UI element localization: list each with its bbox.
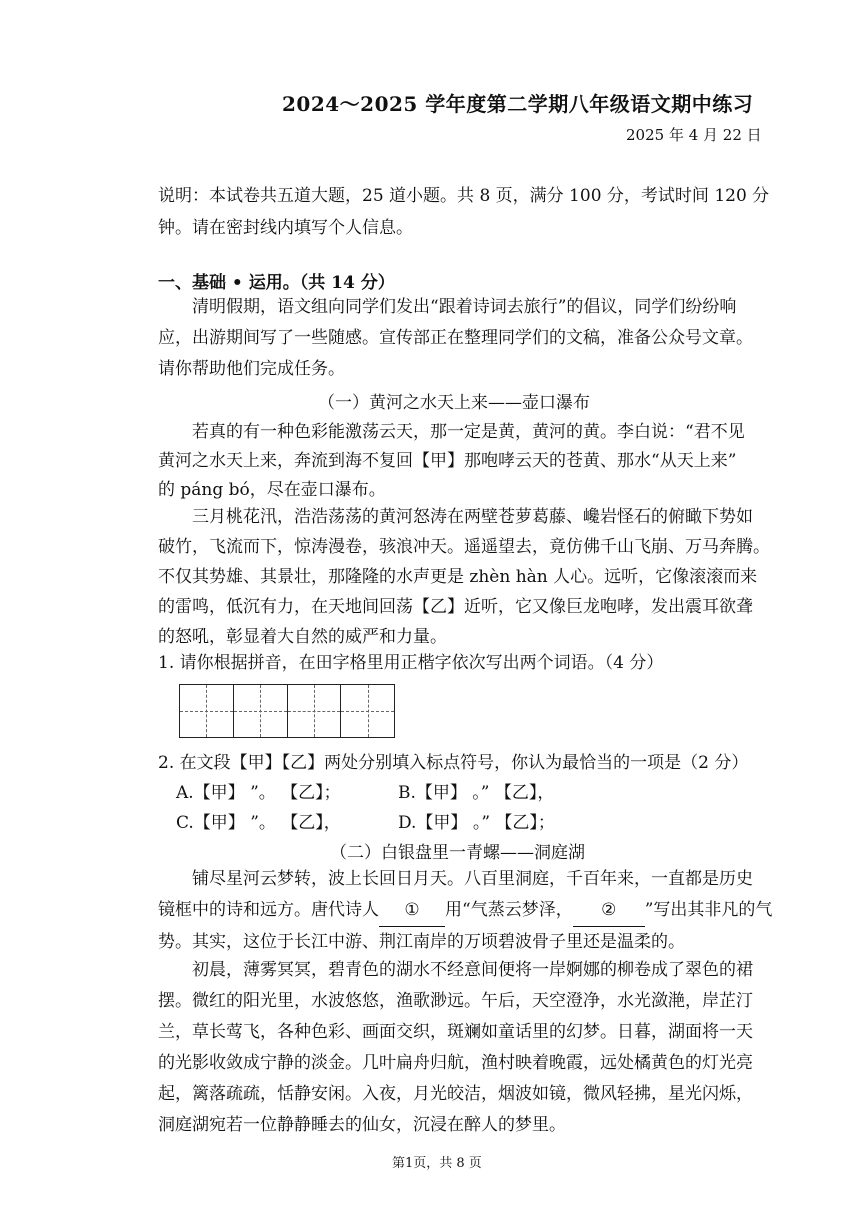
passage-line: 初晨，薄雾冥冥，碧青色的湖水不经意间便将一岸婀娜的柳卷成了翠色的裙 xyxy=(192,960,753,980)
exam-date: 2025 年 4 月 22 日 xyxy=(626,126,762,144)
passage2-para1 xyxy=(158,864,772,958)
passage-line: 摆。微红的阳光里，水波悠悠，渔歌渺远。午后，天空澄净，水光潋滟，岸芷汀 xyxy=(158,991,753,1011)
blank-1[interactable]: ① xyxy=(379,895,445,927)
passage-line: 三月桃花汛，浩浩荡荡的黄河怒涛在两壁苍萝葛藤、巉岩怪石的俯瞰下势如 xyxy=(192,507,753,527)
passage-line: 黄河之水天上来，奔流到海不复回【甲】那咆哮云天的苍黄、那水“从天上来” xyxy=(158,451,737,471)
blank-2[interactable]: ② xyxy=(573,895,645,927)
passage-line: 若真的有一种色彩能激荡云天，那一定是黄，黄河的黄。李白说：“君不见 xyxy=(192,422,745,442)
grid-cell[interactable] xyxy=(287,685,341,737)
passage-line: 兰，草长莺飞，各种色彩、画面交织，斑斓如童话里的幻梦。日暮，湖面将一天 xyxy=(158,1022,753,1042)
passage-line xyxy=(158,895,772,927)
grid-cell[interactable] xyxy=(180,685,233,737)
section-heading: 一、基础 • 运用。（共 14 分） xyxy=(158,273,395,293)
intro-line: 清明假期，语文组向同学们发出“跟着诗词去旅行”的倡议，同学们纷纷响 xyxy=(192,297,737,317)
passage-line: 势。其实，这位于长江中游、荆江南岸的万顷碧波骨子里还是温柔的。 xyxy=(158,932,685,952)
passage-line: 不仅其势雄、其景壮，那隆隆的水声更是 zhèn hàn 人心。远听，它像滚滚而来 xyxy=(158,567,758,587)
option-c[interactable]: C.【甲】 ”。 【乙】， xyxy=(176,813,341,833)
question-2: 2. 在文段【甲】【乙】两处分别填入标点符号，你认为最恰当的一项是（2 分） xyxy=(158,753,749,773)
option-d[interactable]: D.【甲】 。” 【乙】； xyxy=(398,813,555,833)
instructions-line: 说明：本试卷共五道大题，25 道小题。共 8 页，满分 100 分，考试时间 120 分 xyxy=(158,186,770,206)
passage-line: 破竹，飞流而下，惊涛漫卷，骇浪冲天。遥遥望去，竟仿佛千山飞崩、万马奔腾。 xyxy=(158,537,770,557)
instructions-line: 钟。请在密封线内填写个人信息。 xyxy=(158,218,413,238)
passage1-para1 xyxy=(158,418,745,505)
option-a[interactable]: A.【甲】 ”。 【乙】； xyxy=(176,783,341,803)
instructions xyxy=(158,180,769,244)
intro-line: 请你帮助他们完成任务。 xyxy=(158,359,345,379)
passage-line: 铺尽星河云梦转，波上长回日月天。八百里洞庭，千百年来，一直都是历史 xyxy=(192,869,753,889)
grid-cell[interactable] xyxy=(233,685,287,737)
passage-line: 的光影收敛成宁静的淡金。几叶扁舟归航，渔村映着晚霞，远处橘黄色的灯光亮 xyxy=(158,1053,753,1073)
question-1: 1. 请你根据拼音，在田字格里用正楷字依次写出两个词语。（4 分） xyxy=(158,653,664,673)
page-footer: 第1页，共 8 页 xyxy=(392,1156,482,1171)
passage-line: 的怒吼，彰显着大自然的威严和力量。 xyxy=(158,627,447,647)
passage-line: 的雷鸣，低沉有力，在天地间回荡【乙】近听，它又像巨龙咆哮，发出震耳欲聋 xyxy=(158,597,753,617)
passage2-para2 xyxy=(158,955,753,1141)
intro-line: 应，出游期间写了一些随感。宣传部正在整理同学们的文稿，准备公众号文章。 xyxy=(158,328,753,348)
passage-line: 的 páng bó，尽在壶口瀑布。 xyxy=(158,480,386,500)
passage-line: 起，篱落疏疏，恬静安闲。入夜，月光皎洁，烟波如镜，微风轻拂，星光闪烁， xyxy=(158,1084,753,1104)
passage1-para2 xyxy=(158,502,770,652)
passage-text: 镜框中的诗和远方。唐代诗人 xyxy=(158,900,379,920)
exam-title: 2024～2025 学年度第二学期八年级语文期中练习 xyxy=(282,92,754,116)
grid-cell[interactable] xyxy=(340,685,394,737)
passage-text: 用“气蒸云梦泽， xyxy=(445,900,573,920)
tianzige-grid[interactable] xyxy=(179,684,395,738)
section-intro xyxy=(158,292,753,385)
passage-text: ”写出其非凡的气 xyxy=(644,900,773,920)
passage-line: 洞庭湖宛若一位静静睡去的仙女，沉浸在醉人的梦里。 xyxy=(158,1115,566,1135)
option-b[interactable]: B.【甲】 。” 【乙】， xyxy=(398,783,555,803)
passage2-subtitle: （二）白银盘里一青螺——洞庭湖 xyxy=(330,843,585,863)
passage1-subtitle: （一）黄河之水天上来——壶口瀑布 xyxy=(318,393,590,413)
